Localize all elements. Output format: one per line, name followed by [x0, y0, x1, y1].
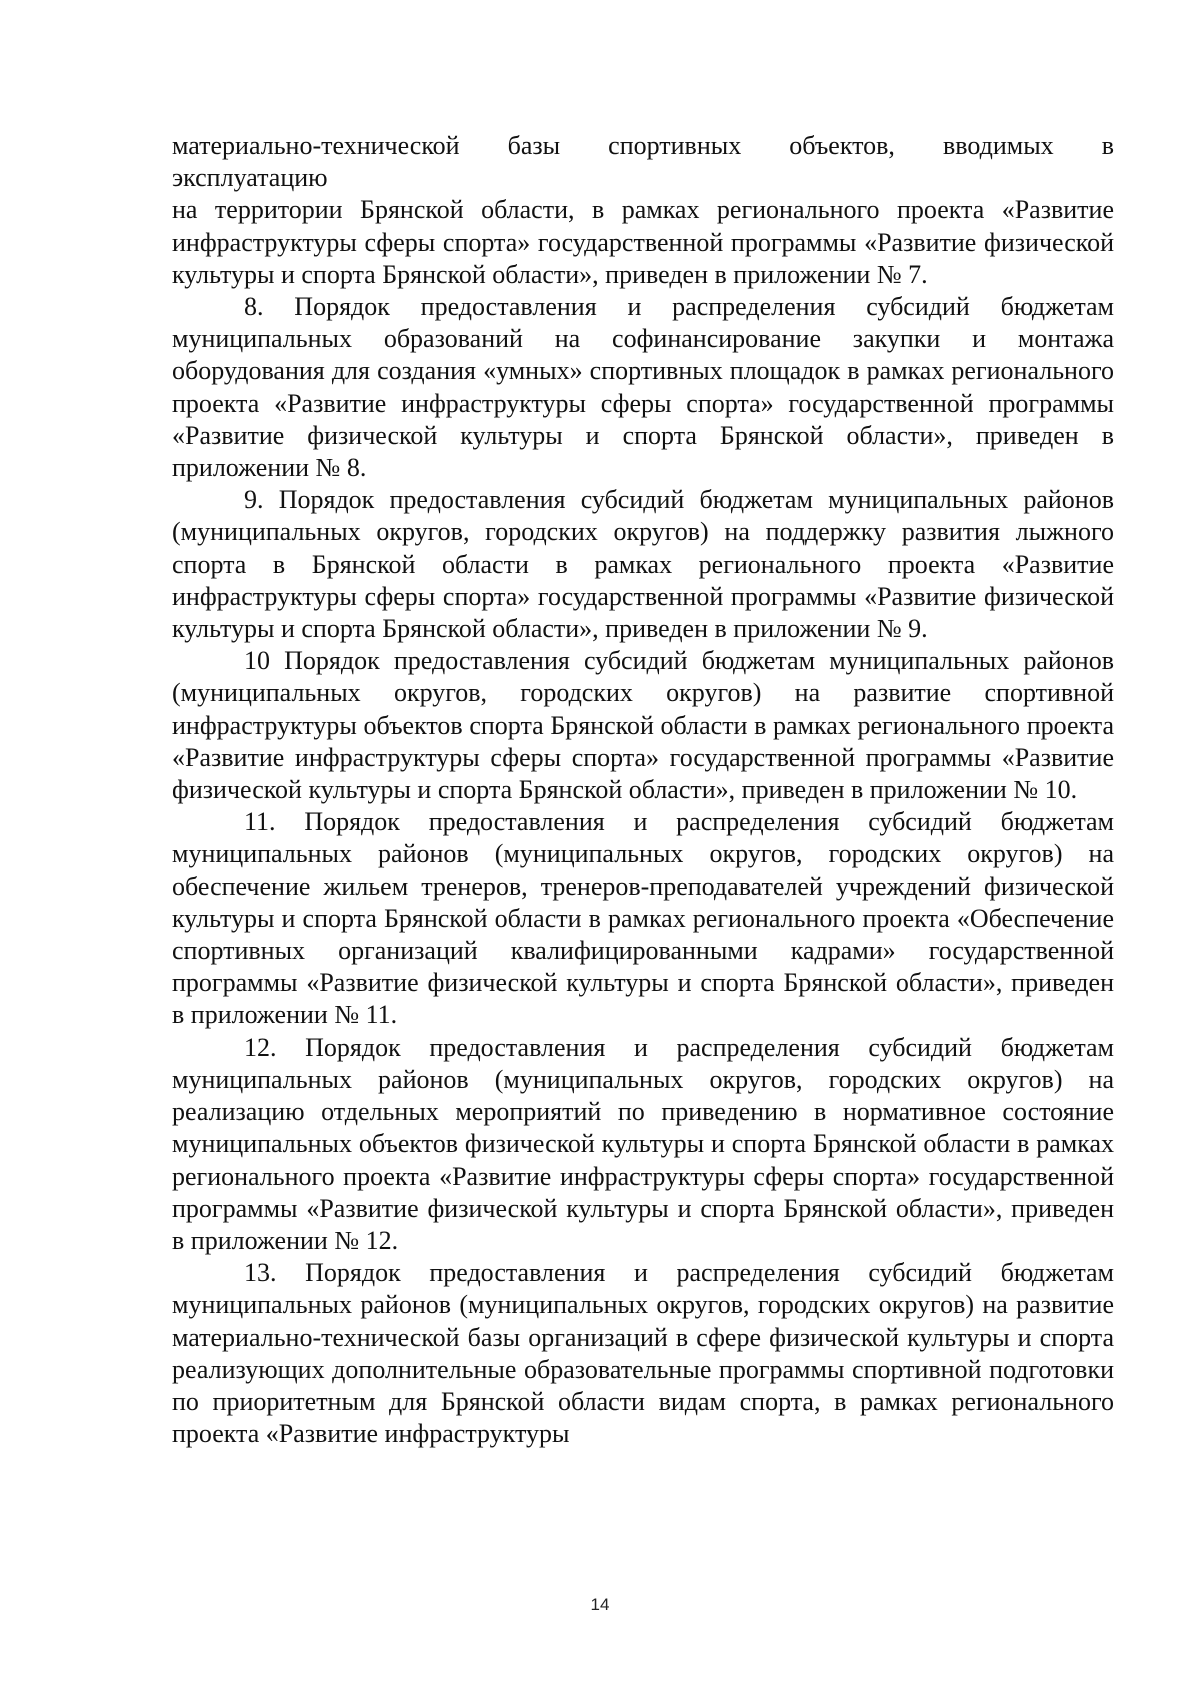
- lead-line-1: материально-технической базы спортивных объектов, вводимых в: [172, 131, 1114, 160]
- paragraph-item-12: 12. Порядок предоставления и распределения субсидий бюджетам муниципальных районов (муниципальных округов, городских округов) на реализацию отдельных мероприятий по приведению в нормативное состояние муниципальных объектов физической культуры и спорта Брянской области в рамках регионального проекта «Развитие инфраструктуры сферы спорта» государственной программы «Развитие физической культуры и спорта Брянской области», приведен в приложении № 12.: [172, 1032, 1114, 1255]
- lead-line-2: эксплуатацию: [172, 163, 328, 193]
- page-number: 14: [590, 1595, 610, 1614]
- document-body: [172, 130, 1114, 1450]
- paragraph-item-9: 9. Порядок предоставления субсидий бюджетам муниципальных районов (муниципальных округов, городских округов) на поддержку развития лыжного спорта в Брянской области в рамках регионального проекта «Развитие инфраструктуры сферы спорта» государственной программы «Развитие физической культуры и спорта Брянской области», приведен в приложении № 9.: [172, 485, 1114, 644]
- paragraph-item-10: 10 Порядок предоставления субсидий бюджетам муниципальных районов (муниципальных округов, городских округов) на развитие спортивной инфраструктуры объектов спорта Брянской области в рамках регионального проекта «Развитие инфраструктуры сферы спорта» государственной программы «Развитие физической культуры и спорта Брянской области», приведен в приложении № 10.: [172, 646, 1114, 805]
- paragraph-item-11: 11. Порядок предоставления и распределения субсидий бюджетам муниципальных районов (муниципальных округов, городских округов) на обеспечение жильем тренеров, тренеров-преподавателей учреждений физической культуры и спорта Брянской области в рамках регионального проекта «Обеспечение спортивных организаций квалифицированными кадрами» государственной программы «Развитие физической культуры и спорта Брянской области», приведен в приложении № 11.: [172, 807, 1114, 1030]
- paragraph-item-13: 13. Порядок предоставления и распределения субсидий бюджетам муниципальных районов (муниципальных округов, городских округов) на развитие материально-технической базы организаций в сфере физической культуры и спорта реализующих дополнительные образовательные программы спортивной подготовки по приоритетным для Брянской области видам спорта, в рамках регионального проекта «Развитие инфраструктуры: [172, 1258, 1114, 1449]
- paragraph-item-8: 8. Порядок предоставления и распределения субсидий бюджетам муниципальных образований на софинансирование закупки и монтажа оборудования для создания «умных» спортивных площадок в рамках регионального проекта «Развитие инфраструктуры сферы спорта» государственной программы «Развитие физической культуры и спорта Брянской области», приведен в приложении № 8.: [172, 292, 1114, 483]
- paragraph-continuation: на территории Брянской области, в рамках регионального проекта «Развитие инфраструктуры сферы спорта» государственной программы «Развитие физической культуры и спорта Брянской области», приведен в приложении № 7.: [172, 195, 1114, 289]
